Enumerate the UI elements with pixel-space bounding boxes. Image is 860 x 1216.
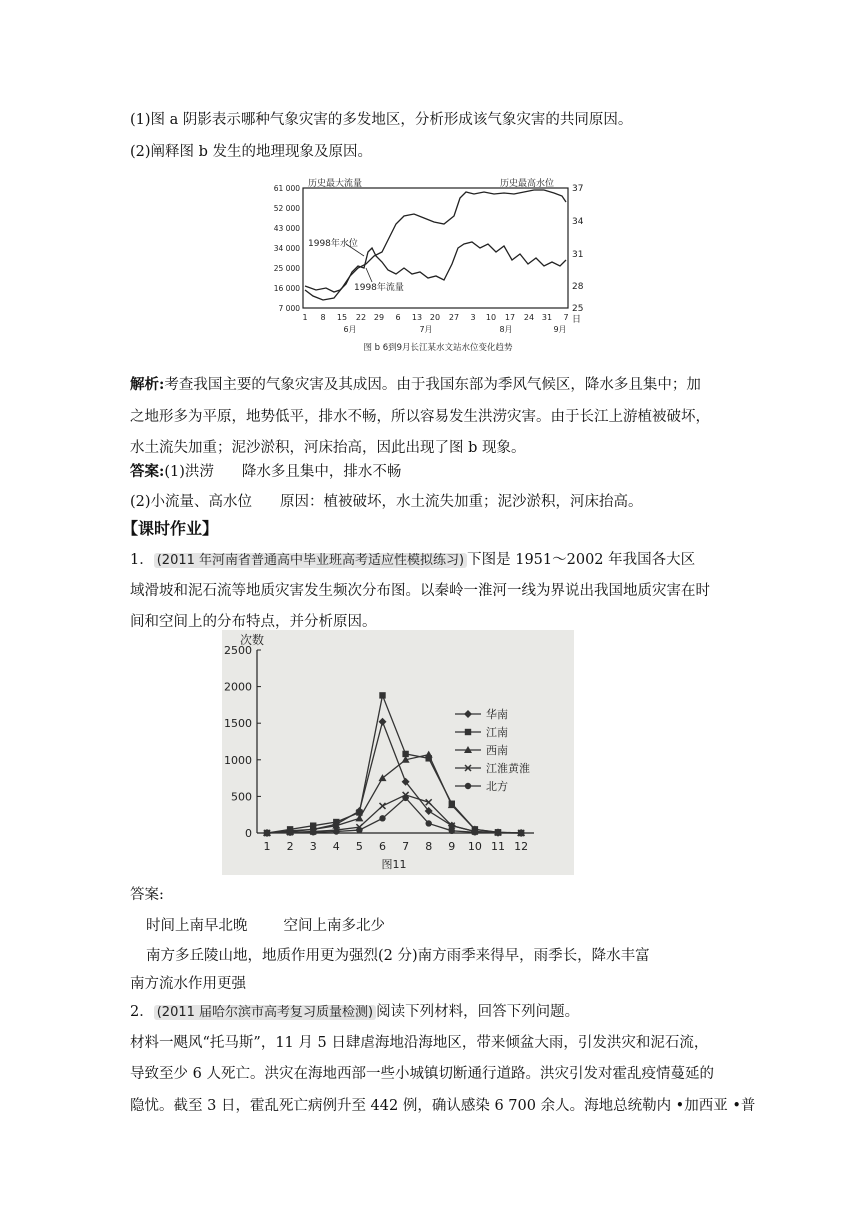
x-tick: 15 [336,313,348,322]
data-point-marker [495,830,501,836]
legend-label: 北方 [486,780,508,793]
data-point-marker [287,829,293,835]
x-tick: 8 [320,313,326,322]
question-1: (1)图 a 阴影表示哪种气象灾害的多发地区，分析形成该气象灾害的共同原因。 [130,112,633,128]
hw1-answer-line-3: 南方流水作用更强 [130,976,246,992]
legend-label: 江南 [486,726,508,739]
x-tick: 17 [504,313,516,322]
month-label: 9月 [553,325,567,334]
max-level-label: 历史最高水位 [500,179,555,189]
fig11-ylabel: 次数 [240,633,265,647]
day-unit: 日 [572,315,582,325]
y-tick-label: 0 [245,827,252,840]
hw1-answer-line-1 [146,914,385,935]
hw2-material-line-1: 材料一飓风“托马斯”，11 月 5 日肆虐海地沿海地区，带来倾盆大雨，引发洪灾和泥石流， [130,1035,709,1051]
x-tick: 6 [395,313,401,322]
left-tick: 7 000 [278,304,300,313]
x-tick-label: 9 [448,840,456,853]
data-point-marker [264,830,270,836]
right-tick: 34 [572,217,584,227]
data-point-marker [426,820,432,826]
data-point-marker [379,815,385,821]
left-tick: 61 000 [273,184,300,193]
question-2: (2)阐释图 b 发生的地理现象及原因。 [130,144,373,160]
x-tick: 22 [355,313,367,322]
x-tick: 3 [470,313,476,322]
data-point-marker [310,829,316,835]
analysis-text: 考查我国主要的气象灾害及其成因。由于我国东部为季风气候区，降水多且集中；加 [164,377,701,393]
hw2-number: 2． [130,1004,154,1020]
month-label: 6月 [343,325,357,334]
analysis-line-1 [130,373,701,394]
hw2-material-line-3: 隐忧。截至 3 日，霍乱死亡病例升至 442 例，确认感染 6 700 余人。海地总统勒内 •加西亚 •普 [130,1098,756,1114]
x-tick: 24 [523,313,535,322]
answer-2b: 原因：植被破坏，水土流失加重；泥沙淤积，河床抬高。 [280,494,643,510]
y-tick-label: 1500 [224,717,252,731]
right-tick: 25 [572,304,584,314]
month-label: 8月 [499,325,513,334]
x-tick: 1 [302,313,308,322]
x-tick-label: 3 [309,840,317,853]
y-tick-label: 1000 [224,753,252,767]
x-tick: 31 [541,313,553,322]
data-point-marker [472,829,478,835]
legend-label: 江淮黄淮 [486,762,530,775]
right-tick: 28 [572,282,584,292]
x-tick-label: 11 [491,840,505,853]
legend-label: 华南 [486,708,508,721]
left-tick: 43 000 [273,224,300,233]
max-flow-label: 历史最大流量 [308,179,363,189]
x-tick: 20 [429,313,441,322]
fig11-caption: 图11 [381,858,407,871]
x-tick-label: 12 [514,840,529,853]
x-tick-label: 2 [286,840,294,853]
x-tick: 13 [411,313,423,322]
data-point-marker [379,692,385,698]
hw1-line-2: 域滑坡和泥石流等地质灾害发生频次分布图。以秦岭一淮河一线为界说出我国地质灾害在时 [130,583,710,599]
data-point-marker [402,795,408,801]
hw1-number: 1． [130,552,154,568]
x-tick-label: 10 [467,840,482,853]
hw1-line-3: 间和空间上的分布特点，并分析原因。 [130,614,377,630]
answer-line-1 [130,460,401,481]
x-tick-label: 5 [355,840,363,853]
x-tick: 7 [563,313,569,322]
flow-1998-label: 1998年流量 [354,283,404,293]
x-tick: 27 [448,313,460,322]
x-tick-label: 6 [379,840,386,853]
y-tick-label: 2000 [224,680,252,694]
x-tick-label: 1 [263,840,271,853]
analysis-line-3: 水土流失加重；泥沙淤积，河床抬高，因此出现了图 b 现象。 [130,440,526,456]
hw1-answer-time: 时间上南早北晚 [146,918,248,934]
y-tick-label: 500 [231,790,252,804]
analysis-line-2: 之地形多为平原，地势低平，排水不畅，所以容易发生洪涝灾害。由于长江上游植被破坏， [130,409,710,425]
level-1998-label: 1998年水位 [308,239,358,249]
hw2-material-line-2: 导致至少 6 人死亡。洪灾在海地西部一些小城镇切断通行道路。洪灾引发对霍乱疫情蔓延的 [130,1066,714,1082]
hw2-source: (2011 届哈尔滨市高考复习质量检测) [154,1005,376,1020]
x-tick-label: 7 [402,840,410,853]
data-point-marker [465,729,471,735]
x-tick: 10 [485,313,497,322]
data-point-marker [449,828,455,834]
figure-b-caption: 图 b 6到9月长江某水文站水位变化趋势 [363,343,513,353]
answer-2: (2)小流量、高水位 [130,494,253,510]
answer-1: (1)洪涝 [164,464,214,480]
answer-label: 答案: [130,463,165,480]
hw1-answer-space: 空间上南多北少 [283,918,385,934]
data-point-marker [356,827,362,833]
homework-heading: 【课时作业】 [122,519,219,538]
right-tick: 37 [572,184,584,194]
data-point-marker [518,830,524,836]
left-tick: 25 000 [273,264,300,273]
left-tick: 34 000 [273,244,300,253]
left-tick: 52 000 [273,204,300,213]
answer-1b: 降水多且集中，排水不畅 [241,464,402,480]
hw1-answer-line-2: 南方多丘陵山地，地质作用更为强烈(2 分)南方雨季来得早，雨季长，降水丰富 [146,948,650,964]
y-tick-label: 2500 [224,644,252,657]
hw1-text: 下图是 1951～2002 年我国各大区 [467,552,696,568]
hw1-answer-label: 答案: [130,887,164,903]
right-tick: 31 [572,250,584,260]
left-tick: 16 000 [273,284,300,293]
hw2-text: 阅读下列材料，回答下列问题。 [376,1004,580,1020]
data-point-marker [465,783,471,789]
figure-11-line-chart [222,630,574,875]
hw1-line-1 [130,548,695,569]
legend-label: 西南 [486,744,508,757]
analysis-label: 解析: [130,376,165,393]
x-tick-label: 4 [332,840,340,853]
figure-b-hydrograph [268,172,598,362]
x-tick: 29 [373,313,385,322]
data-point-marker [333,828,339,834]
x-tick-label: 8 [425,840,433,853]
month-label: 7月 [419,325,433,334]
hw1-source: (2011 年河南省普通高中毕业班高考适应性模拟练习) [154,553,467,568]
answer-line-2 [130,490,643,511]
hw2-line-1 [130,1000,579,1021]
